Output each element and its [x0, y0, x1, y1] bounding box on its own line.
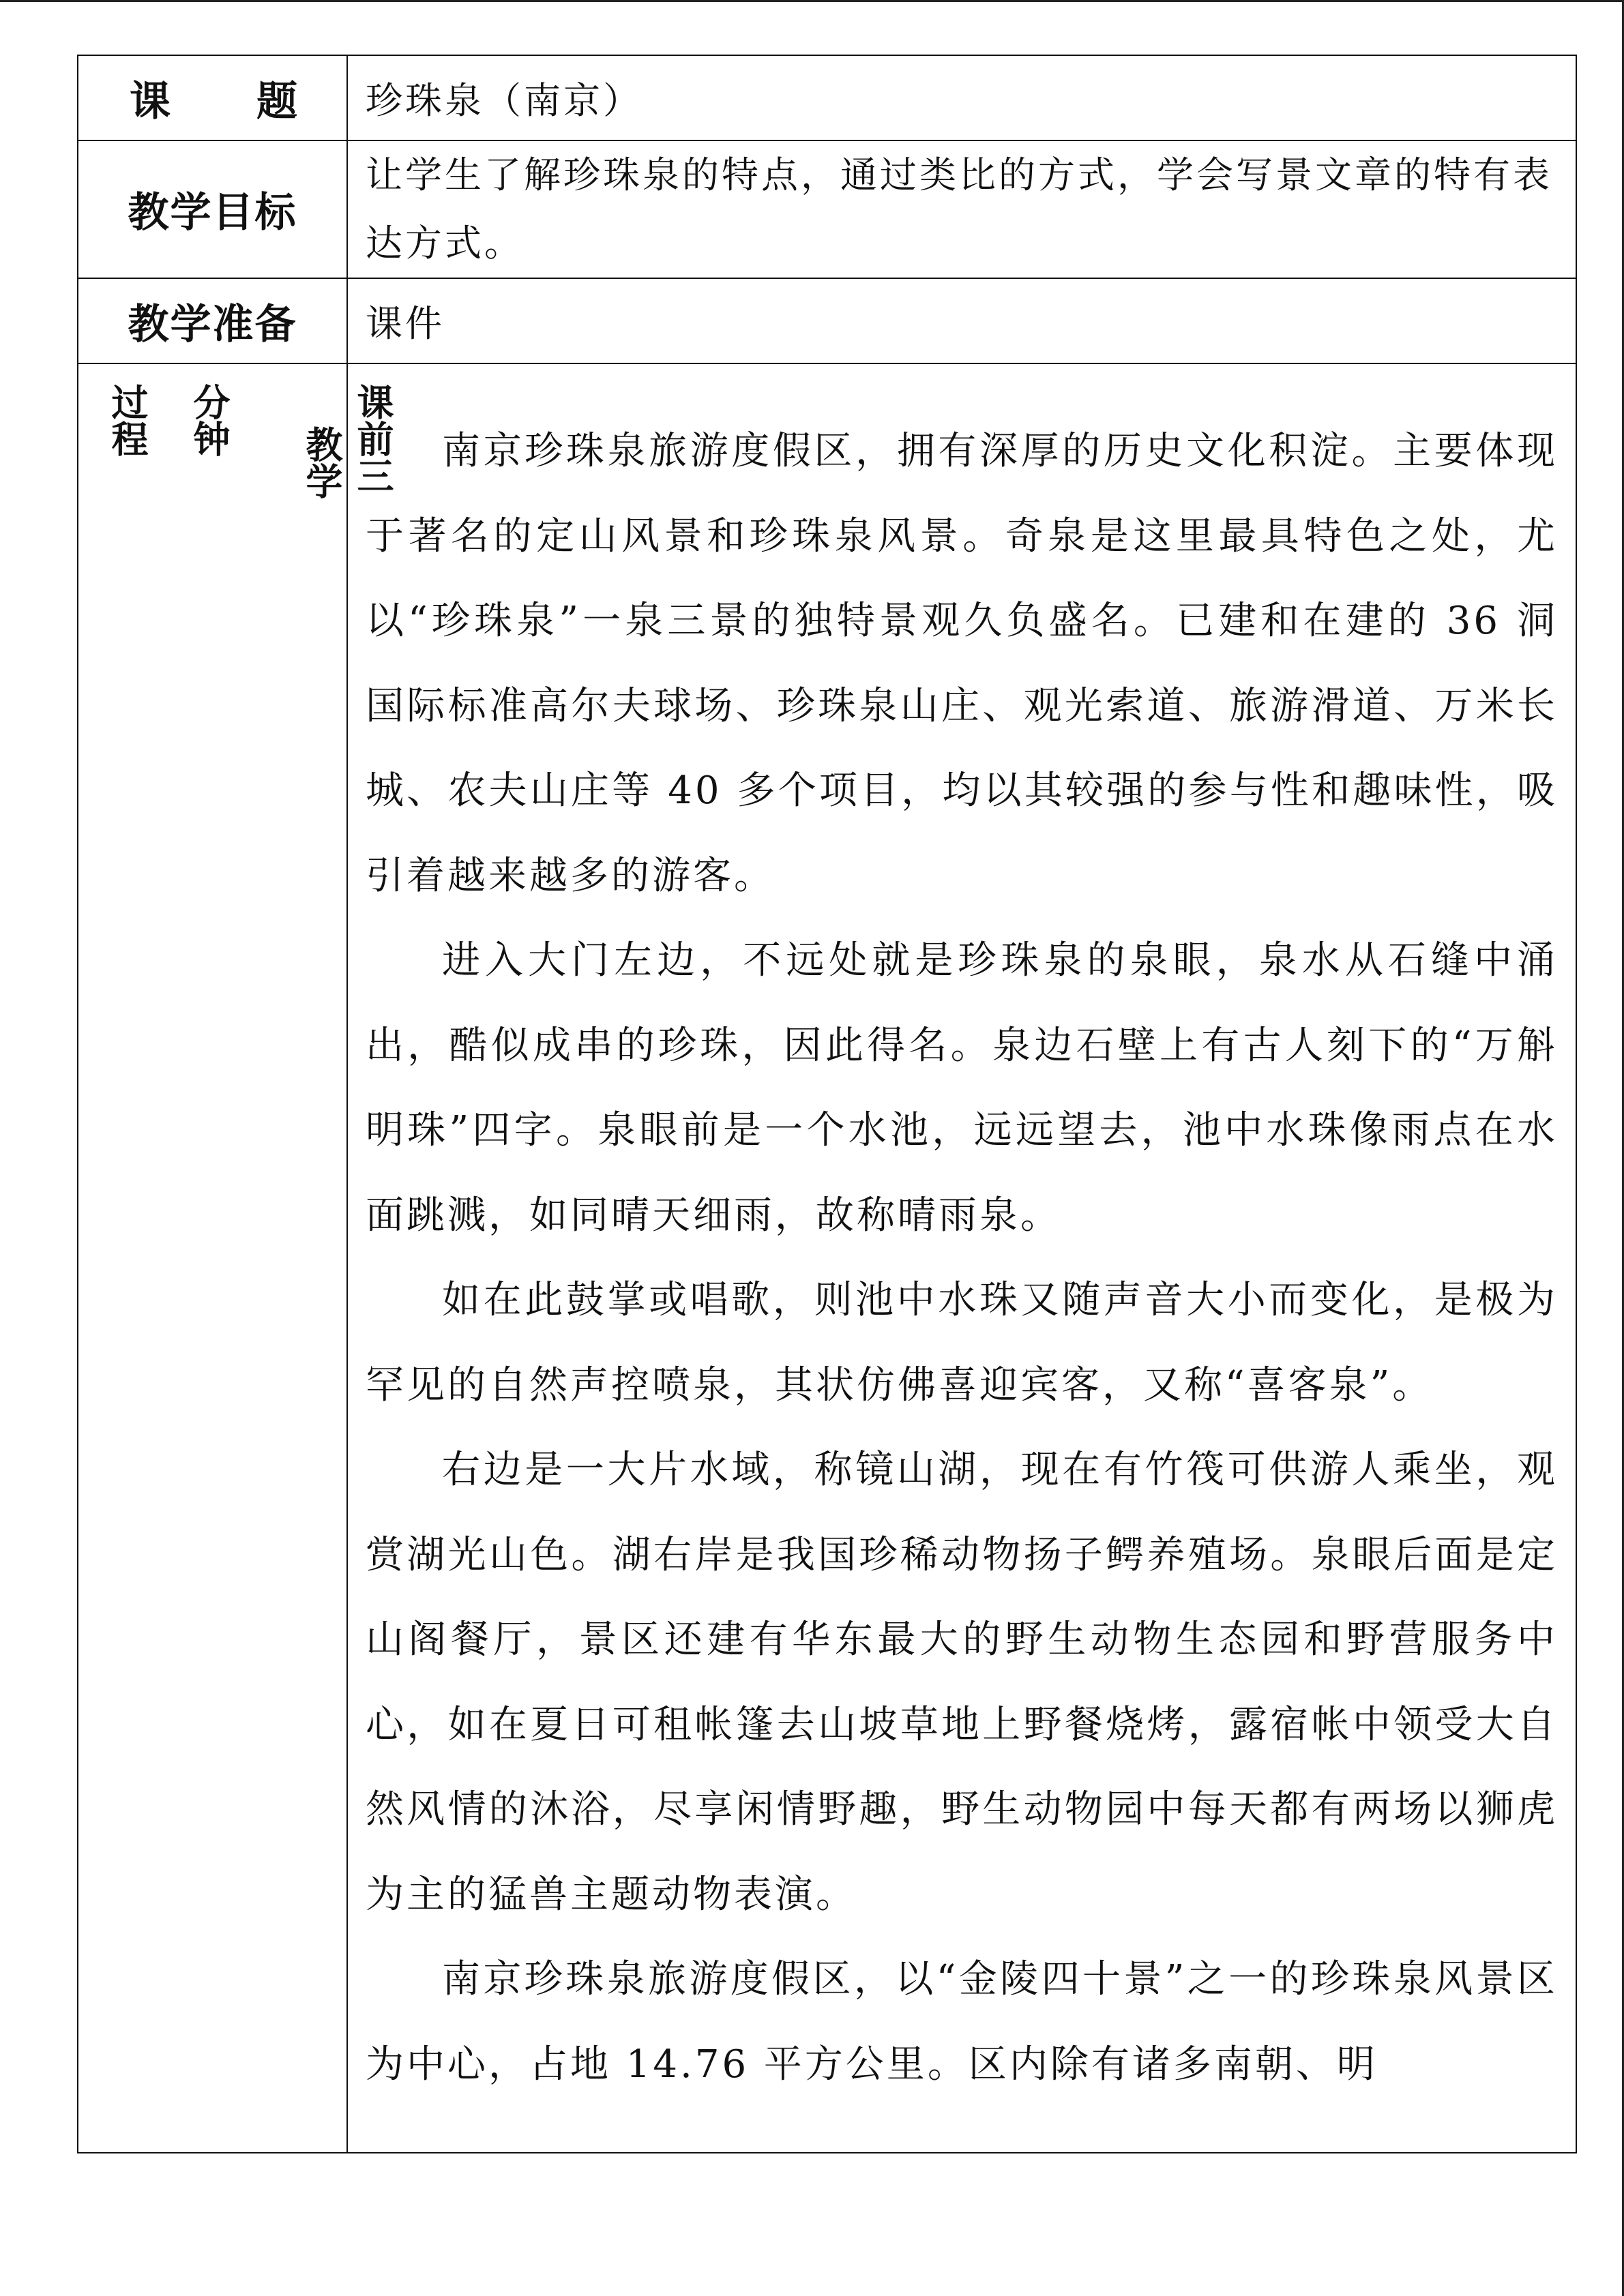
lesson-plan-table [77, 55, 1577, 2153]
goal-label-cell [78, 140, 347, 278]
prep-label-cell [78, 278, 347, 363]
prep-label: 教学准备 [128, 300, 297, 348]
process-label-cell [78, 363, 394, 2153]
topic-value: 珍珠泉（南京） [366, 79, 643, 122]
page-top-border [0, 0, 1624, 2]
prep-value: 课件 [366, 302, 445, 345]
process-row [78, 363, 1576, 2153]
goal-value-cell [347, 140, 1576, 278]
topic-row [78, 55, 1576, 140]
goal-value: 让学生了解珍珠泉的特点，通过类比的方式，学会写景文章的特有表达方式。 [366, 153, 1552, 265]
prep-value-cell [347, 278, 1576, 363]
paragraph-1: 南京珍珠泉旅游度假区，拥有深厚的历史文化积淀。主要体现于著名的定山风景和珍珠泉风景。奇泉是这里最具特色之处，尤以“珍珠泉”一泉三景的独特景观久负盛名。已建和在建的 36 洞国际标准高尔夫球场、珍珠泉山庄、观光索道、旅游滑道、万米长城、农夫山庄等 40 多个项目，均以其较强的参与性和趣味性，吸引着越来越多的游客。 [366, 429, 1558, 898]
topic-value-cell [347, 55, 1576, 140]
process-label-col-4: 课前三 [351, 383, 394, 494]
process-label [78, 364, 394, 2152]
paragraph-3: 如在此鼓掌或唱歌，则池中水珠又随声音大小而变化，是极为罕见的自然声控喷泉，其状仿佛喜迎宾客，又称“喜客泉”。 [366, 1278, 1558, 1407]
paragraph-5: 南京珍珠泉旅游度假区，以“金陵四十景”之一的珍珠泉风景区为中心，占地 14.76 平方公里。区内除有诸多南朝、明 [366, 1957, 1558, 2087]
topic-label-char-1: 课 [130, 77, 172, 125]
goal-label: 教学目标 [128, 189, 297, 237]
topic-label [78, 69, 346, 128]
paragraph-2: 进入大门左边，不远处就是珍珠泉的泉眼，泉水从石缝中涌出，酷似成串的珍珠，因此得名。泉边石壁上有古人刻下的“万斛明珠”四字。泉眼前是一个水池，远远望去，池中水珠像雨点在水面跳溅，如同晴天细雨，故称晴雨泉。 [366, 938, 1558, 1238]
process-label-col-1: 过程 [106, 383, 149, 457]
topic-label-char-2: 题 [256, 77, 299, 125]
paragraph-4: 右边是一大片水域，称镜山湖，现在有竹筏可供游人乘坐，观赏湖光山色。湖右岸是我国珍稀动物扬子鳄养殖场。泉眼后面是定山阁餐厅，景区还建有华东最大的野生动物生态园和野营服务中心，如在夏日可租帐篷去山坡草地上野餐烧烤，露宿帐中领受大自然风情的沐浴，尽享闲情野趣，野生动物园中每天都有两场以狮虎为主的猛兽主题动物表演。 [366, 1448, 1558, 1917]
process-label-col-3: 教学 [300, 426, 343, 499]
topic-label-cell [78, 55, 347, 140]
prep-row [78, 278, 1576, 363]
process-body [348, 409, 1576, 2107]
process-content-cell [347, 363, 1576, 2153]
goal-row [78, 140, 1576, 278]
process-label-col-2: 分钟 [188, 383, 231, 457]
